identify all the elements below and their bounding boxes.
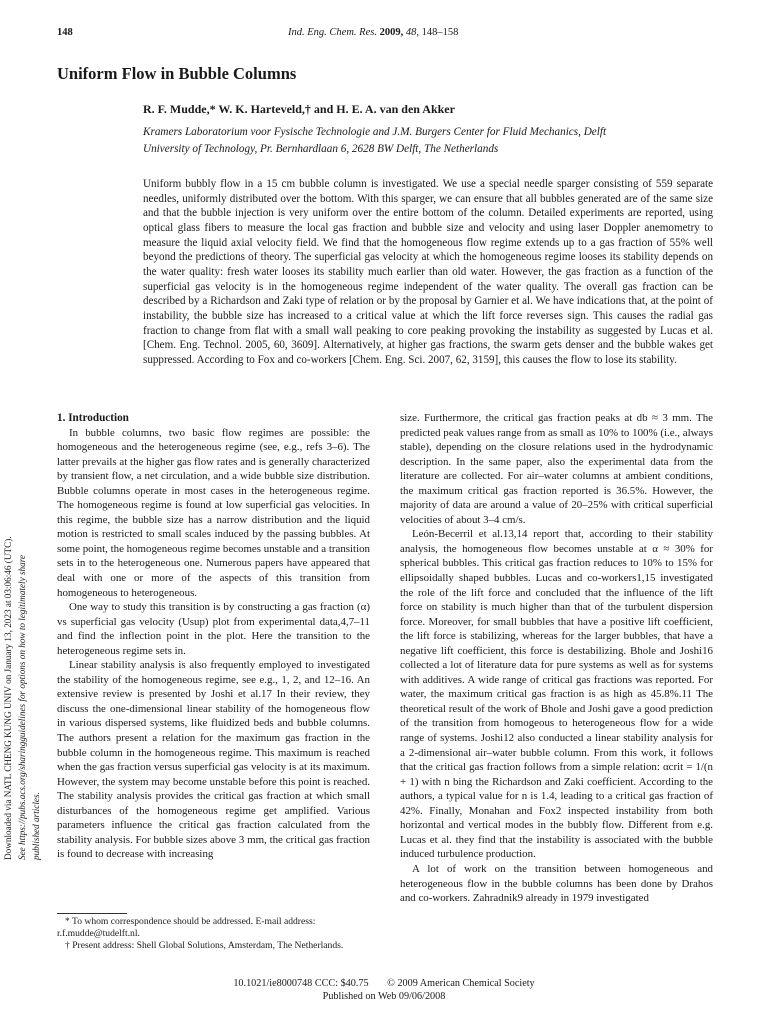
journal-citation xyxy=(288,27,458,38)
footnote-rule xyxy=(57,913,127,914)
footnotes xyxy=(57,913,370,952)
footnote-present-address: † Present address: Shell Global Solutions, Amsterdam, The Netherlands. xyxy=(65,940,344,951)
paragraph: One way to study this transition is by constructing a gas fraction (α) vs superficial gas velocity (Usup) plot from experimental data,4,7–11 and find the inflection point in the plot. Here the transition to the heterogeneous regime sets in. xyxy=(57,601,370,657)
journal-pages: 148–158 xyxy=(421,27,459,38)
footnote-correspondence: * To whom correspondence should be addressed. E-mail address: r.f.mudde@tudelft.nl. xyxy=(57,916,316,939)
download-notice-line: Downloaded via NATL CHENG KUNG UNIV on January 13, 2023 at 03:06:46 (UTC). xyxy=(3,536,13,860)
paragraph: size. Furthermore, the critical gas fraction peaks at db ≈ 3 mm. The predicted peak values range from as small as 10% to 100% (i.e., always stable), depending on the closure relations used in the hydrodynamic description. In the same paper, also the experimental data from the literature are collected. For air–water columns at ambient conditions, the maximum critical gas fraction reported is 36.5%. However, the majority of data are around a value of 20–25% with critical superficial velocities of about 3–4 cm/s. xyxy=(400,412,713,526)
abstract xyxy=(143,177,713,368)
paragraph: In bubble columns, two basic flow regimes are possible: the homogeneous and the heterogeneous regime (see, e.g., refs 3–6). The latter prevails at the higher gas flow rates and is generally characterized by transient flow, a net circulation, and a wide bubble size distribution. Bubble columns operate in most cases in the heterogeneous regime. The homogeneous regime is found at low superficial gas velocities. In this regime, the bubble size has a narrow distribution and the liquid motion is restricted to small scales induced by the passing bubbles. At some point, the homogeneous regime becomes unstable and a transition sets in to the heterogeneous one. Numerous papers have appeared that deal with one or more of the aspects of this transition from homogeneous to heterogeneous. xyxy=(57,426,370,599)
left-column xyxy=(57,411,370,862)
sharing-guidelines-link[interactable]: See https://pubs.acs.org/sharingguidelines for options on how to legitimately share published articles. xyxy=(17,554,41,860)
download-notice xyxy=(1,520,41,860)
journal-year: 2009, xyxy=(379,27,404,38)
article-title: Uniform Flow in Bubble Columns xyxy=(57,64,297,83)
paragraph: León-Becerril et al.13,14 report that, according to their stability analysis, the homogeneous flow becomes unstable at α ≈ 30% for spherical bubbles. This critical gas fraction reduces to 10% to 15% for ellipsoidally shaped bubbles. Lucas and co-workers1,15 investigated the role of the lift force and concluded that the influence of the lift force on stability is much higher than that of the turbulent dispersion force. Moreover, for small bubbles that have a positive lift coefficient, the lift force is stabilizing, whereas for the larger bubbles, that have a negative lift coefficient, this force is destabilizing. Bhole and Joshi16 collected a lot of literature data for pure systems as well as for systems with additives. A wide range of critical gas fractions was reported. For water, the maximum critical gas fraction is as high as 45.8%.11 The theoretical result of the work of Bhole and Joshi gave a good prediction of the transition from homogeous to heterogeneous flow for a wide range of systems. Joshi12 also conducted a linear stability analysis for a 2-dimensional air–water bubble column. From this work, it follows that the critical gas fraction follows from a simple relation: αcrit = 1/(n + 1) with n bing the Richardson and Zaki coefficient. According to the authors, a typical value for n is 1.4, leading to a critical gas fraction of 42%. Finally, Monahan and Fox2 inspected instability from both horizontal and vertical modes in the bubbly flow. Different from e.g. Lucas et al. they find that the instability is associated with the bubble induced turbulence production. xyxy=(400,528,713,861)
page-number: 148 xyxy=(57,27,73,38)
right-column xyxy=(400,411,713,906)
affiliation xyxy=(143,124,713,158)
footer-copyright: © 2009 American Chemical Society xyxy=(387,978,535,989)
affiliation-line: Kramers Laboratorium voor Fysische Technologie and J.M. Burgers Center for Fluid Mechanics, Delft xyxy=(143,126,607,138)
journal-name: Ind. Eng. Chem. Res. xyxy=(288,27,377,38)
affiliation-line: University of Technology, Pr. Bernhardlaan 6, 2628 BW Delft, The Netherlands xyxy=(143,143,499,155)
paragraph: Linear stability analysis is also frequently employed to investigated the stability of the homogeneous regime, see e.g., 1, 2, and 12–16. An extensive review is presented by Joshi et al.17 In their review, they discuss the one-dimensional linear stability of the homogeneous flow in various dispersed systems, like fluidized beds and bubble columns. The authors present a relation for the maximum gas fraction in the bubble column in the homogeneous regime. This maximum is reached when the gas fraction versus superficial gas velocity is at its maximum. However, the system may become unstable before this point is reached. The stability analysis provides the critical gas fraction at which small disturbances of the homogeneous regime get amplified. Various parameters influence the critical gas fraction calculated from the stability analysis. For bubble sizes above 3 mm, the critical gas fraction is found to decrease with increasing xyxy=(57,659,370,861)
authors: R. F. Mudde,* W. K. Harteveld,† and H. E. A. van den Akker xyxy=(143,102,455,116)
footer-doi-line xyxy=(0,978,768,990)
paragraph: A lot of work on the transition between homogeneous and heterogeneous flow in the bubble columns has been done by Drahos and co-workers. Zahradnik9 already in 1979 investigated xyxy=(400,862,713,905)
footer-doi: 10.1021/ie8000748 CCC: $40.75 xyxy=(233,978,369,989)
footer-published: Published on Web 09/06/2008 xyxy=(322,991,446,1002)
abstract-text: Uniform bubbly flow in a 15 cm bubble column is investigated. We use a special needle sparger consisting of 559 separate needles, uniformly distributed over the bottom. With this sparger, we can ensure that all bubbles generated are of the same size and that the bubble injection is very uniform over the entire bottom of the column. Detailed experiments are reported, using optical glass fibers to measure the local gas fraction and bubble size and velocity and using laser Doppler anemometry to measure the liquid axial velocity field. We find that the homogeneous flow regime extends up to a gas fraction of 55% well beyond the predictions of theory. The superficial gas velocity at which the homogeneous regime looses its stability depends on the water quality: fresh water looses its stability much earlier than old water. However, the gas fraction as a function of the superficial gas velocity is in the homogeneous regime independent of the water quality. The overall gas fraction can be described by a Richardson and Zaki type of relation or by the proposal by Garnier et al. We have indications that, at the point of instability, the bubble size has increased to a critical value at which the lift force reverses sign. This causes the radial gas fraction to change from flat with a small wall peaking to core peaking provoking the instability as suggested by Lucas et al. [Chem. Eng. Technol. 2005, 60, 3609]. Alternatively, at higher gas fractions, the swarm gets denser and the bubble wakes get suppressed. According to Fox and co-workers [Chem. Eng. Sci. 2007, 62, 3159], this causes the flow to lose its stability. xyxy=(143,178,713,366)
journal-volume: 48, xyxy=(405,27,419,38)
section-heading: 1. Introduction xyxy=(57,412,129,424)
